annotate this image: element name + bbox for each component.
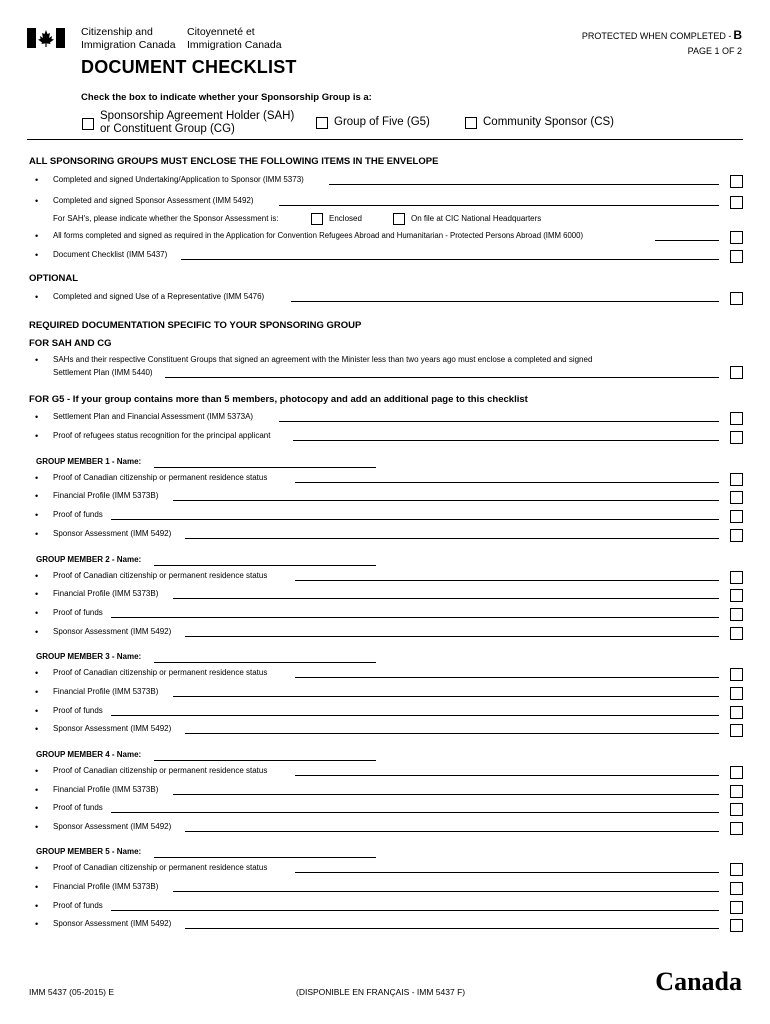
leader-line: [185, 831, 719, 832]
sah-label-line1: Sponsorship Agreement Holder (SAH): [100, 110, 295, 122]
funds-checkbox[interactable]: [730, 510, 743, 523]
leader-line: [111, 715, 719, 716]
citizenship-checkbox[interactable]: [730, 571, 743, 584]
member-name-field[interactable]: [154, 662, 376, 663]
item-label: Completed and signed Undertaking/Application to Sponsor (IMM 5373): [53, 175, 304, 184]
wordmark-text: Canada: [655, 967, 742, 996]
member-name-field[interactable]: [154, 565, 376, 566]
leader-line: [295, 775, 719, 776]
section-all-groups: ALL SPONSORING GROUPS MUST ENCLOSE THE FOLLOWING ITEMS IN THE ENVELOPE: [29, 156, 439, 167]
refugee-proof-checkbox[interactable]: [730, 431, 743, 444]
item-label: Sponsor Assessment (IMM 5492): [53, 627, 172, 636]
leader-line: [279, 205, 719, 206]
leader-line: [293, 440, 719, 441]
bullet: •: [35, 231, 39, 241]
funds-checkbox[interactable]: [730, 608, 743, 621]
bullet: •: [35, 724, 39, 734]
member-item-funds: [29, 900, 743, 916]
dept-en-line2: Immigration Canada: [81, 38, 176, 51]
divider: [27, 139, 743, 140]
doc-checklist-checkbox[interactable]: [730, 250, 743, 263]
member-item-assessment: [29, 918, 743, 934]
checklist-item-undertaking: [29, 174, 743, 190]
item-label: Financial Profile (IMM 5373B): [53, 785, 159, 794]
leader-line: [291, 301, 719, 302]
leader-line: [111, 812, 719, 813]
settlement-financial-checkbox[interactable]: [730, 412, 743, 425]
leader-line: [173, 696, 719, 697]
protected-letter: B: [733, 28, 742, 42]
item-label-line2: Settlement Plan (IMM 5440): [53, 368, 153, 377]
leader-line: [295, 482, 719, 483]
cs-option-label: Community Sponsor (CS): [483, 116, 615, 128]
bullet: •: [35, 803, 39, 813]
department-name-fr: [187, 26, 282, 51]
member-name-field[interactable]: [154, 760, 376, 761]
page-number: PAGE 1 OF 2: [687, 46, 742, 56]
citizenship-checkbox[interactable]: [730, 473, 743, 486]
bullet: •: [35, 822, 39, 832]
member-item-funds: [29, 607, 743, 623]
member-item-financial: [29, 686, 743, 702]
bullet: •: [35, 250, 39, 260]
item-label: Proof of funds: [53, 510, 103, 519]
member-name-field[interactable]: [154, 467, 376, 468]
leader-line: [185, 733, 719, 734]
form-code: IMM 5437 (05-2015) E: [29, 987, 115, 997]
section-sah-cg: FOR SAH AND CG: [29, 338, 112, 349]
assessment-checkbox[interactable]: [730, 529, 743, 542]
instruction-text: Check the box to indicate whether your Sponsorship Group is a:: [81, 92, 372, 103]
on-file-checkbox[interactable]: [393, 213, 405, 225]
item-label: Sponsor Assessment (IMM 5492): [53, 724, 172, 733]
member-item-financial: [29, 784, 743, 800]
leader-line: [111, 617, 719, 618]
item-label: Settlement Plan and Financial Assessment (IMM 5373A): [53, 412, 254, 421]
leader-line: [655, 240, 719, 241]
assessment-checkbox[interactable]: [730, 724, 743, 737]
item-label: Sponsor Assessment (IMM 5492): [53, 822, 172, 831]
bullet: •: [35, 766, 39, 776]
item-label: Financial Profile (IMM 5373B): [53, 589, 159, 598]
bullet: •: [35, 355, 39, 365]
assessment-checkbox[interactable]: [730, 919, 743, 932]
item-label: Proof of funds: [53, 803, 103, 812]
member-item-funds: [29, 509, 743, 525]
citizenship-checkbox[interactable]: [730, 863, 743, 876]
bullet: •: [35, 627, 39, 637]
bullet: •: [35, 175, 39, 185]
bullet: •: [35, 589, 39, 599]
settlement-plan-checkbox[interactable]: [730, 366, 743, 379]
item-label: Financial Profile (IMM 5373B): [53, 882, 159, 891]
checklist-item-sponsor-assessment: [29, 195, 743, 211]
leader-line: [295, 580, 719, 581]
item-label: Completed and signed Use of a Representative (IMM 5476): [53, 292, 265, 301]
member-item-financial: [29, 881, 743, 897]
bullet: •: [35, 510, 39, 520]
funds-checkbox[interactable]: [730, 901, 743, 914]
checklist-item-all-forms: [29, 230, 743, 246]
g5-option-label: Group of Five (G5): [334, 116, 430, 128]
financial-checkbox[interactable]: [730, 491, 743, 504]
item-label: All forms completed and signed as required in the Application for Convention Refugees Abroad and Humanitarian - Protected Persons Abroad (IMM 6000): [53, 231, 584, 240]
member-item-citizenship: [29, 570, 743, 586]
bullet: •: [35, 863, 39, 873]
checklist-item-refugee-proof: [29, 430, 743, 446]
bullet: •: [35, 919, 39, 929]
sah-indicate-text: For SAH's, please indicate whether the Sponsor Assessment is:: [53, 214, 279, 223]
member-name-label: GROUP MEMBER 4 - Name:: [36, 750, 142, 759]
canada-flag-icon: [27, 28, 65, 48]
g5-checkbox[interactable]: [316, 117, 328, 129]
sah-checkbox[interactable]: [82, 118, 94, 130]
sponsor-assessment-checkbox[interactable]: [730, 196, 743, 209]
section-g5: FOR G5 - If your group contains more than 5 members, photocopy and add an additional page to this checklist: [29, 394, 528, 405]
item-label: Sponsor Assessment (IMM 5492): [53, 919, 172, 928]
leader-line: [165, 377, 719, 378]
checklist-item-settlement-financial: [29, 411, 743, 427]
item-label-line1: SAHs and their respective Constituent Groups that signed an agreement with the Minister less than two years ago must enclose a completed and signed: [53, 355, 593, 364]
member-item-assessment: [29, 626, 743, 642]
member-name-label: GROUP MEMBER 3 - Name:: [36, 652, 142, 661]
citizenship-checkbox[interactable]: [730, 766, 743, 779]
enclosed-checkbox[interactable]: [311, 213, 323, 225]
on-file-label: On file at CIC National Headquarters: [411, 214, 542, 223]
undertaking-checkbox[interactable]: [730, 175, 743, 188]
sah-label-line2: or Constituent Group (CG): [100, 123, 235, 135]
section-required: REQUIRED DOCUMENTATION SPECIFIC TO YOUR SPONSORING GROUP: [29, 320, 362, 331]
member-name-field[interactable]: [154, 857, 376, 858]
bullet: •: [35, 668, 39, 678]
dept-en-line1: Citizenship and: [81, 26, 153, 38]
bullet: •: [35, 901, 39, 911]
leader-line: [173, 891, 719, 892]
sah-option-label: [100, 110, 294, 136]
funds-checkbox[interactable]: [730, 803, 743, 816]
leader-line: [173, 500, 719, 501]
dept-fr-line2: Immigration Canada: [187, 38, 282, 51]
leader-line: [185, 928, 719, 929]
member-name-label: GROUP MEMBER 1 - Name:: [36, 457, 142, 466]
member-item-assessment: [29, 723, 743, 739]
member-item-citizenship: [29, 667, 743, 683]
bullet: •: [35, 196, 39, 206]
member-item-citizenship: [29, 472, 743, 488]
bullet: •: [35, 529, 39, 539]
bullet: •: [35, 785, 39, 795]
item-label: Proof of Canadian citizenship or permanent residence status: [53, 473, 268, 482]
protected-notice: [582, 28, 742, 42]
leader-line: [111, 519, 719, 520]
leader-line: [111, 910, 719, 911]
bullet: •: [35, 473, 39, 483]
item-label: Proof of refugees status recognition for the principal applicant: [53, 431, 271, 440]
assessment-checkbox[interactable]: [730, 822, 743, 835]
financial-checkbox[interactable]: [730, 882, 743, 895]
leader-line: [173, 598, 719, 599]
member-item-assessment: [29, 821, 743, 837]
item-label: Completed and signed Sponsor Assessment (IMM 5492): [53, 196, 254, 205]
item-label: Proof of Canadian citizenship or permanent residence status: [53, 766, 268, 775]
department-name-en: [81, 26, 176, 51]
leader-line: [173, 794, 719, 795]
bullet: •: [35, 412, 39, 422]
member-item-citizenship: [29, 765, 743, 781]
financial-checkbox[interactable]: [730, 687, 743, 700]
checklist-item-doc-checklist: [29, 249, 743, 265]
member-item-funds: [29, 802, 743, 818]
leader-line: [295, 677, 719, 678]
member-item-assessment: [29, 528, 743, 544]
member-item-financial: [29, 588, 743, 604]
all-forms-checkbox[interactable]: [730, 231, 743, 244]
bullet: •: [35, 687, 39, 697]
item-label: Proof of Canadian citizenship or permanent residence status: [53, 863, 268, 872]
page-title: DOCUMENT CHECKLIST: [81, 57, 297, 77]
leader-line: [185, 636, 719, 637]
bullet: •: [35, 431, 39, 441]
item-label: Financial Profile (IMM 5373B): [53, 491, 159, 500]
bullet: •: [35, 706, 39, 716]
representative-checkbox[interactable]: [730, 292, 743, 305]
item-label: Document Checklist (IMM 5437): [53, 250, 168, 259]
financial-checkbox[interactable]: [730, 785, 743, 798]
leader-line: [185, 538, 719, 539]
item-label: Financial Profile (IMM 5373B): [53, 687, 159, 696]
checklist-item-representative: [29, 291, 743, 307]
section-optional: OPTIONAL: [29, 273, 79, 284]
item-label: Proof of Canadian citizenship or permanent residence status: [53, 571, 268, 580]
leader-line: [329, 184, 719, 185]
citizenship-checkbox[interactable]: [730, 668, 743, 681]
assessment-checkbox[interactable]: [730, 627, 743, 640]
member-item-funds: [29, 705, 743, 721]
bullet: •: [35, 571, 39, 581]
bullet: •: [35, 491, 39, 501]
dept-fr-line1: Citoyenneté et: [187, 26, 255, 38]
leader-line: [279, 421, 719, 422]
bullet: •: [35, 608, 39, 618]
leader-line: [295, 872, 719, 873]
item-label: Proof of funds: [53, 608, 103, 617]
financial-checkbox[interactable]: [730, 589, 743, 602]
member-item-financial: [29, 490, 743, 506]
member-name-label: GROUP MEMBER 5 - Name:: [36, 847, 142, 856]
bullet: •: [35, 882, 39, 892]
canada-wordmark: [655, 967, 742, 997]
checklist-item-settlement-plan: [29, 354, 743, 380]
bullet: •: [35, 292, 39, 302]
item-label: Proof of Canadian citizenship or permanent residence status: [53, 668, 268, 677]
item-label: Sponsor Assessment (IMM 5492): [53, 529, 172, 538]
protected-text: PROTECTED WHEN COMPLETED -: [581, 31, 732, 41]
item-label: Proof of funds: [53, 901, 103, 910]
member-item-citizenship: [29, 862, 743, 878]
leader-line: [181, 259, 719, 260]
member-name-label: GROUP MEMBER 2 - Name:: [36, 555, 142, 564]
funds-checkbox[interactable]: [730, 706, 743, 719]
item-label: Proof of funds: [53, 706, 103, 715]
cs-checkbox[interactable]: [465, 117, 477, 129]
enclosed-label: Enclosed: [329, 214, 362, 223]
french-availability: (DISPONIBLE EN FRANÇAIS - IMM 5437 F): [296, 987, 466, 997]
